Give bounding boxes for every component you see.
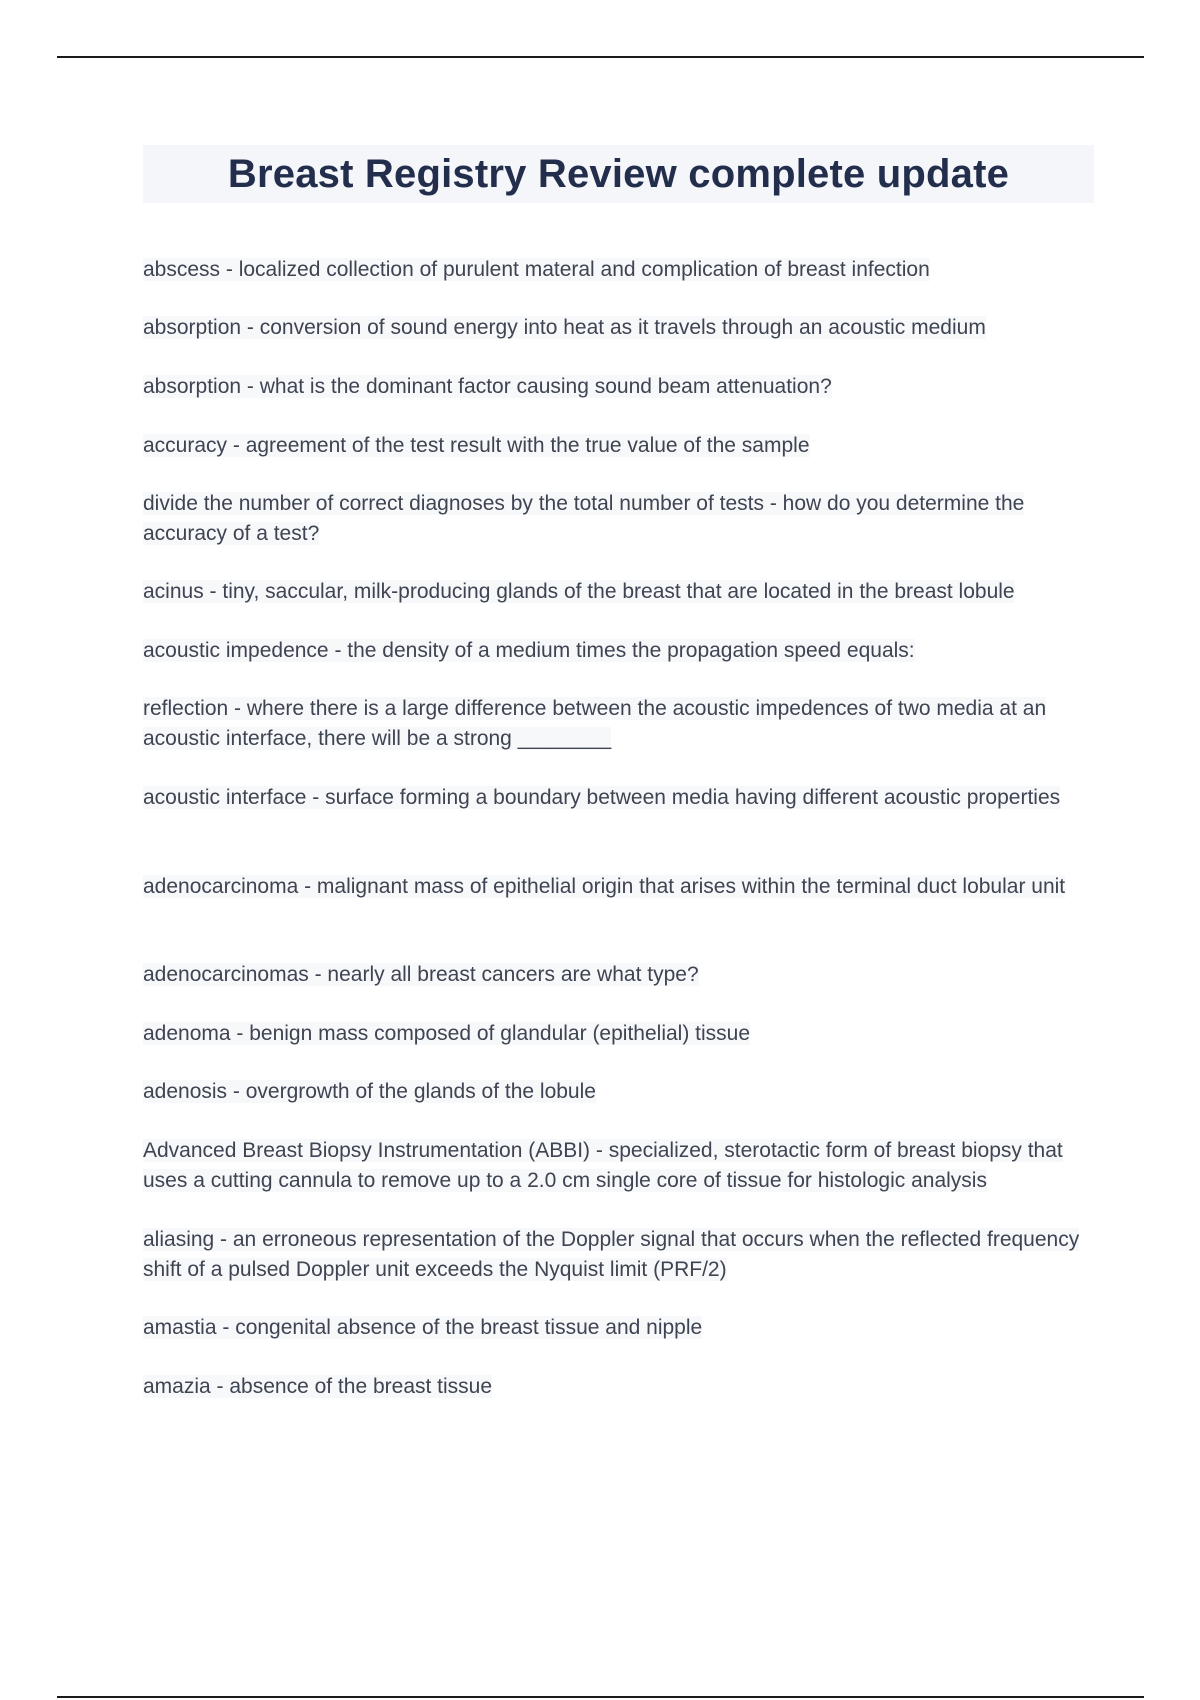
glossary-entry: adenosis - overgrowth of the glands of the lobule [143, 1080, 596, 1103]
glossary-entry: adenocarcinomas - nearly all breast cancers are what type? [143, 963, 699, 986]
glossary-entry: divide the number of correct diagnoses by the total number of tests - how do you determine the accuracy of a test? [143, 492, 1025, 545]
top-rule [57, 56, 1144, 58]
glossary-entry: reflection - where there is a large difference between the acoustic impedences of two media at an acoustic interface, there will be a strong ________ [143, 697, 1047, 750]
glossary-entry: amazia - absence of the breast tissue [143, 1375, 493, 1398]
glossary-entry: accuracy - agreement of the test result with the true value of the sample [143, 434, 810, 457]
glossary-entry: adenoma - benign mass composed of glandular (epithelial) tissue [143, 1022, 751, 1045]
glossary-entry: amastia - congenital absence of the breast tissue and nipple [143, 1316, 703, 1339]
glossary-entry: Advanced Breast Biopsy Instrumentation (ABBI) - specialized, sterotactic form of breast biopsy that uses a cutting cannula to remove up to a 2.0 cm single core of tissue for histologic analysis [143, 1139, 1063, 1192]
glossary-entry: abscess - localized collection of purulent materal and complication of breast infection [143, 258, 930, 281]
glossary-entry: acoustic interface - surface forming a boundary between media having different acoustic properties [143, 786, 1061, 809]
glossary-entry: acoustic impedence - the density of a medium times the propagation speed equals: [143, 639, 915, 662]
title-band [143, 145, 1094, 203]
glossary-entry: aliasing - an erroneous representation of the Doppler signal that occurs when the reflected frequency shift of a pulsed Doppler unit exceeds the Nyquist limit (PRF/2) [143, 1228, 1080, 1281]
glossary-entry: adenocarcinoma - malignant mass of epithelial origin that arises within the terminal duct lobular unit [143, 875, 1066, 898]
page-title: Breast Registry Review complete update [227, 151, 1010, 196]
glossary-entry: absorption - what is the dominant factor causing sound beam attenuation? [143, 375, 832, 398]
glossary-entry: acinus - tiny, saccular, milk-producing glands of the breast that are located in the breast lobule [143, 580, 1015, 603]
glossary-entry: absorption - conversion of sound energy into heat as it travels through an acoustic medium [143, 316, 986, 339]
bottom-rule [57, 1696, 1144, 1698]
